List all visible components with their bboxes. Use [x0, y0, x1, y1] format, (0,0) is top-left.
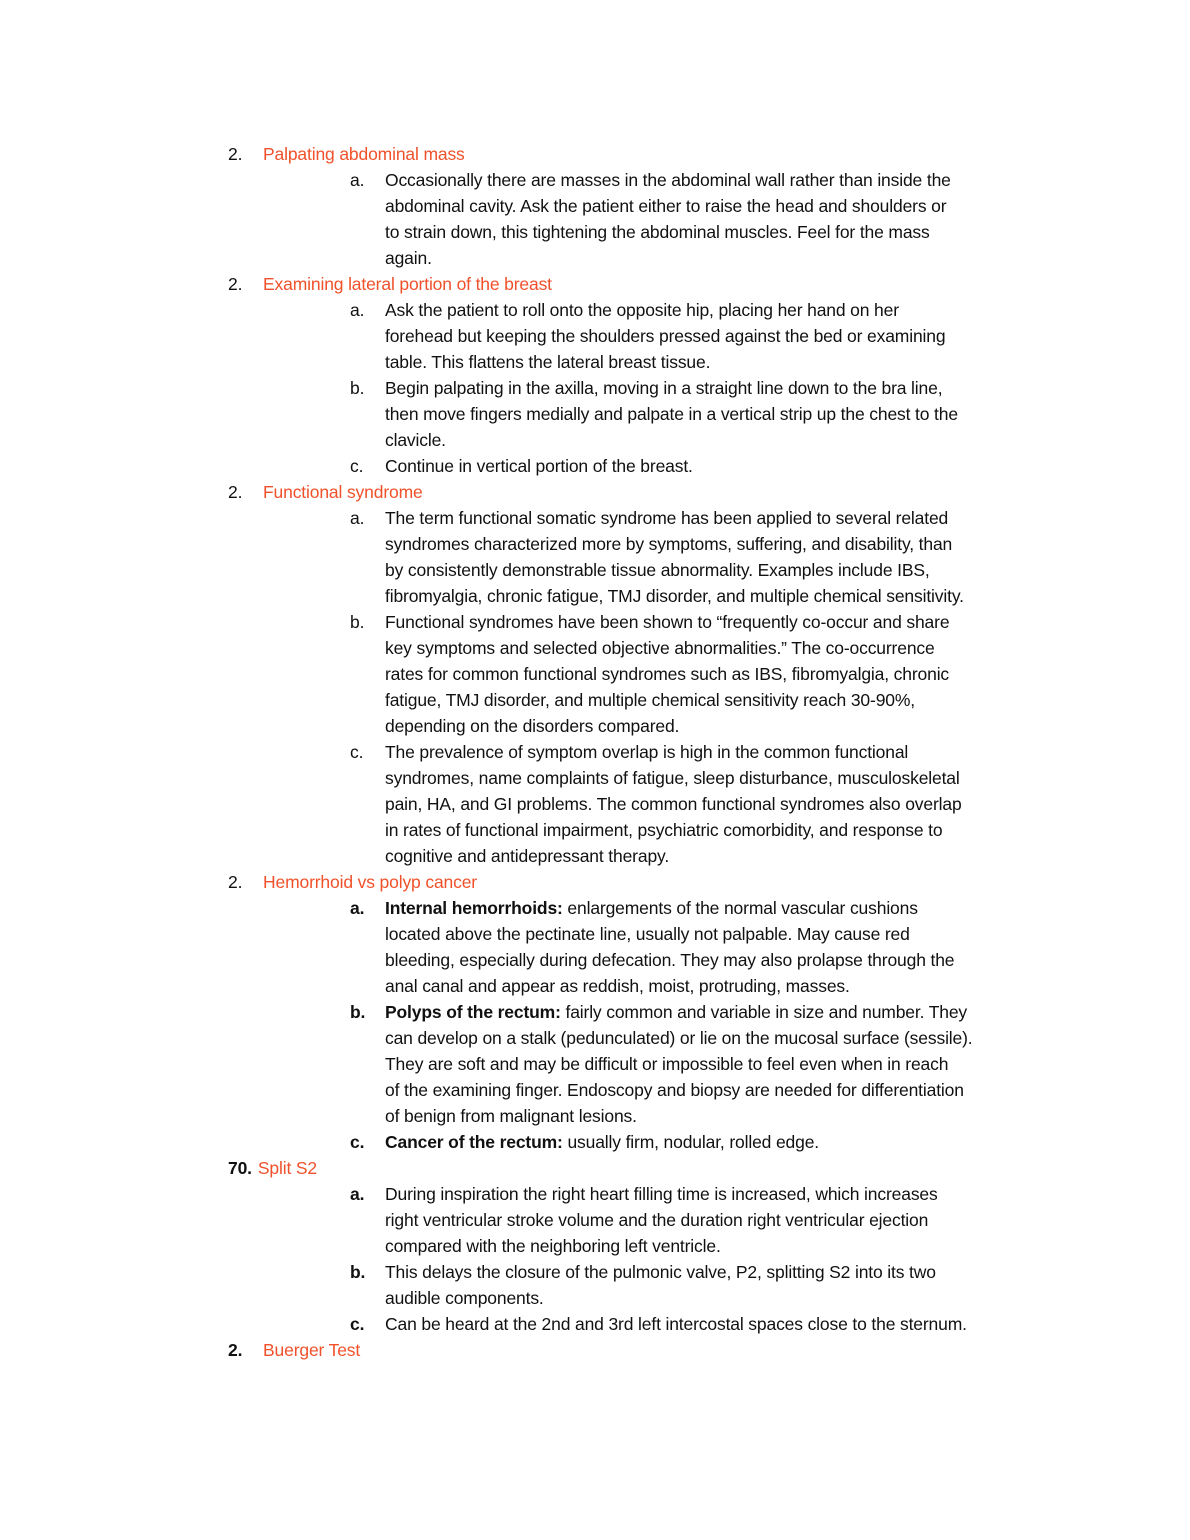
text-line-content: key symptoms and selected objective abnormalities.” The co-occurrence: [385, 638, 935, 658]
section-heading-row: [228, 141, 1128, 167]
section-number: 2.: [228, 144, 243, 164]
text-line-content: syndromes characterized more by symptoms, suffering, and disability, than: [385, 534, 953, 554]
text-line: [385, 791, 1128, 817]
section-title: Functional syndrome: [263, 482, 423, 502]
section-title: Examining lateral portion of the breast: [263, 274, 552, 294]
text-line-content: depending on the disorders compared.: [385, 716, 680, 736]
section-number: 2.: [228, 872, 243, 892]
text-line: [385, 349, 1128, 375]
text-line: [385, 245, 1128, 271]
text-line-content: of the examining finger. Endoscopy and biopsy are needed for differentiation: [385, 1080, 964, 1100]
text-line-content: Can be heard at the 2nd and 3rd left intercostal spaces close to the sternum.: [385, 1314, 967, 1334]
item-letter: b.: [350, 612, 365, 632]
item-text: [385, 609, 1128, 739]
text-line: [385, 1311, 1128, 1337]
item-text: [385, 297, 1128, 375]
text-line: [385, 921, 1128, 947]
text-line-content: abdominal cavity. Ask the patient either to raise the head and shoulders or: [385, 196, 947, 216]
item-term: Internal hemorrhoids:: [385, 898, 563, 918]
list-item: [228, 609, 1128, 739]
text-line: [385, 1077, 1128, 1103]
text-line: [385, 999, 1128, 1025]
text-line-content: anal canal and appear as reddish, moist, protruding, masses.: [385, 976, 850, 996]
text-line-content: enlargements of the normal vascular cushions: [562, 898, 918, 918]
text-line: [385, 219, 1128, 245]
section-heading: [228, 1155, 317, 1181]
text-line: [385, 739, 1128, 765]
text-line: [385, 167, 1128, 193]
section-number: 2.: [228, 274, 243, 294]
text-line: [385, 583, 1128, 609]
text-line-content: clavicle.: [385, 430, 446, 450]
text-line-content: cognitive and antidepressant therapy.: [385, 846, 670, 866]
item-text: [385, 739, 1128, 869]
text-line-content: usually firm, nodular, rolled edge.: [562, 1132, 820, 1152]
list-item: [228, 1129, 1128, 1155]
section-heading-row: [228, 869, 1128, 895]
text-line-content: of benign from malignant lesions.: [385, 1106, 637, 1126]
text-line-content: located above the pectinate line, usually not palpable. May cause red: [385, 924, 910, 944]
text-line-content: forehead but keeping the shoulders pressed against the bed or examining: [385, 326, 946, 346]
list-section: [228, 869, 1128, 1155]
item-letter: a.: [350, 1184, 365, 1204]
text-line-content: fairly common and variable in size and number. They: [560, 1002, 968, 1022]
item-text: [385, 167, 1128, 271]
text-line: [385, 401, 1128, 427]
text-line: [385, 817, 1128, 843]
section-number: 2.: [228, 1340, 243, 1360]
text-line: [385, 1025, 1128, 1051]
list-section: [228, 271, 1128, 479]
item-text: [385, 1181, 1128, 1259]
list-item: [228, 375, 1128, 453]
text-line: [385, 687, 1128, 713]
text-line: [385, 947, 1128, 973]
text-line-content: audible components.: [385, 1288, 544, 1308]
list-section: [228, 1337, 1128, 1363]
list-item: [228, 453, 1128, 479]
section-number: 70.: [228, 1158, 252, 1178]
text-line-content: then move fingers medially and palpate in a vertical strip up the chest to the: [385, 404, 958, 424]
item-letter: a.: [350, 508, 365, 528]
section-heading-row: [228, 479, 1128, 505]
item-letter: b.: [350, 1262, 366, 1282]
item-letter: a.: [350, 300, 365, 320]
text-line-content: fibromyalgia, chronic fatigue, TMJ disorder, and multiple chemical sensitivity.: [385, 586, 964, 606]
text-line: [385, 1051, 1128, 1077]
text-line: [385, 1285, 1128, 1311]
text-line-content: table. This flattens the lateral breast tissue.: [385, 352, 711, 372]
text-line: [385, 297, 1128, 323]
item-text: [385, 895, 1128, 999]
section-title: Hemorrhoid vs polyp cancer: [263, 872, 477, 892]
text-line-content: They are soft and may be difficult or impossible to feel even when in reach: [385, 1054, 949, 1074]
item-letter: c.: [350, 742, 364, 762]
text-line: [385, 557, 1128, 583]
text-line-content: During inspiration the right heart filling time is increased, which increases: [385, 1184, 938, 1204]
section-heading-row: [228, 271, 1128, 297]
text-line: [385, 661, 1128, 687]
text-line-content: can develop on a stalk (pedunculated) or lie on the mucosal surface (sessile).: [385, 1028, 973, 1048]
item-text: [385, 453, 1128, 479]
item-term: Cancer of the rectum:: [385, 1132, 563, 1152]
document-content: [228, 141, 1128, 1363]
text-line-content: Functional syndromes have been shown to “frequently co-occur and share: [385, 612, 950, 632]
text-line-content: rates for common functional syndromes such as IBS, fibromyalgia, chronic: [385, 664, 950, 684]
text-line-content: by consistently demonstrable tissue abnormality. Examples include IBS,: [385, 560, 930, 580]
item-letter: b.: [350, 1002, 366, 1022]
text-line-content: bleeding, especially during defecation. They may also prolapse through the: [385, 950, 955, 970]
list-section: [228, 479, 1128, 869]
item-text: [385, 375, 1128, 453]
item-text: [385, 1311, 1128, 1337]
text-line: [385, 505, 1128, 531]
list-item: [228, 1259, 1128, 1311]
text-line-content: Continue in vertical portion of the breast.: [385, 456, 693, 476]
item-text: [385, 1129, 1128, 1155]
text-line-content: in rates of functional impairment, psychiatric comorbidity, and response to: [385, 820, 943, 840]
section-title: Palpating abdominal mass: [263, 144, 465, 164]
item-letter: a.: [350, 898, 365, 918]
text-line-content: Occasionally there are masses in the abdominal wall rather than inside the: [385, 170, 951, 190]
text-line: [385, 973, 1128, 999]
item-text: [385, 1259, 1128, 1311]
list-section: [228, 1155, 1128, 1337]
list-item: [228, 895, 1128, 999]
section-title: Split S2: [257, 1158, 318, 1178]
text-line: [385, 713, 1128, 739]
section-number: 2.: [228, 482, 243, 502]
text-line: [385, 427, 1128, 453]
item-letter: c.: [350, 1314, 365, 1334]
text-line: [385, 375, 1128, 401]
item-letter: b.: [350, 378, 365, 398]
item-text: [385, 505, 1128, 609]
list-item: [228, 999, 1128, 1129]
text-line: [385, 609, 1128, 635]
text-line-content: pain, HA, and GI problems. The common functional syndromes also overlap: [385, 794, 962, 814]
text-line: [385, 1129, 1128, 1155]
list-item: [228, 1181, 1128, 1259]
text-line-content: again.: [385, 248, 432, 268]
text-line-content: to strain down, this tightening the abdominal muscles. Feel for the mass: [385, 222, 930, 242]
section-heading-row: [228, 1337, 1128, 1363]
section-title: Buerger Test: [263, 1340, 361, 1360]
text-line-content: The term functional somatic syndrome has been applied to several related: [385, 508, 949, 528]
text-line-content: right ventricular stroke volume and the duration right ventricular ejection: [385, 1210, 929, 1230]
text-line: [385, 531, 1128, 557]
text-line: [385, 193, 1128, 219]
text-line: [385, 635, 1128, 661]
text-line: [385, 895, 1128, 921]
text-line: [385, 1233, 1128, 1259]
text-line: [385, 1181, 1128, 1207]
list-item: [228, 739, 1128, 869]
text-line: [385, 453, 1128, 479]
text-line: [385, 765, 1128, 791]
item-letter: c.: [350, 1132, 365, 1152]
section-heading-row: [228, 1155, 1128, 1181]
text-line-content: fatigue, TMJ disorder, and multiple chemical sensitivity reach 30-90%,: [385, 690, 915, 710]
text-line-content: Begin palpating in the axilla, moving in a straight line down to the bra line,: [385, 378, 943, 398]
text-line-content: The prevalence of symptom overlap is high in the common functional: [385, 742, 909, 762]
list-item: [228, 505, 1128, 609]
text-line-content: Ask the patient to roll onto the opposite hip, placing her hand on her: [385, 300, 899, 320]
item-letter: a.: [350, 170, 365, 190]
list-item: [228, 297, 1128, 375]
text-line: [385, 1259, 1128, 1285]
item-text: [385, 999, 1128, 1129]
text-line-content: This delays the closure of the pulmonic valve, P2, splitting S2 into its two: [385, 1262, 936, 1282]
text-line-content: compared with the neighboring left ventricle.: [385, 1236, 721, 1256]
item-letter: c.: [350, 456, 364, 476]
list-item: [228, 167, 1128, 271]
text-line: [385, 843, 1128, 869]
text-line: [385, 1103, 1128, 1129]
text-line: [385, 1207, 1128, 1233]
text-line-content: syndromes, name complaints of fatigue, sleep disturbance, musculoskeletal: [385, 768, 960, 788]
item-term: Polyps of the rectum:: [385, 1002, 561, 1022]
list-item: [228, 1311, 1128, 1337]
list-section: [228, 141, 1128, 271]
text-line: [385, 323, 1128, 349]
